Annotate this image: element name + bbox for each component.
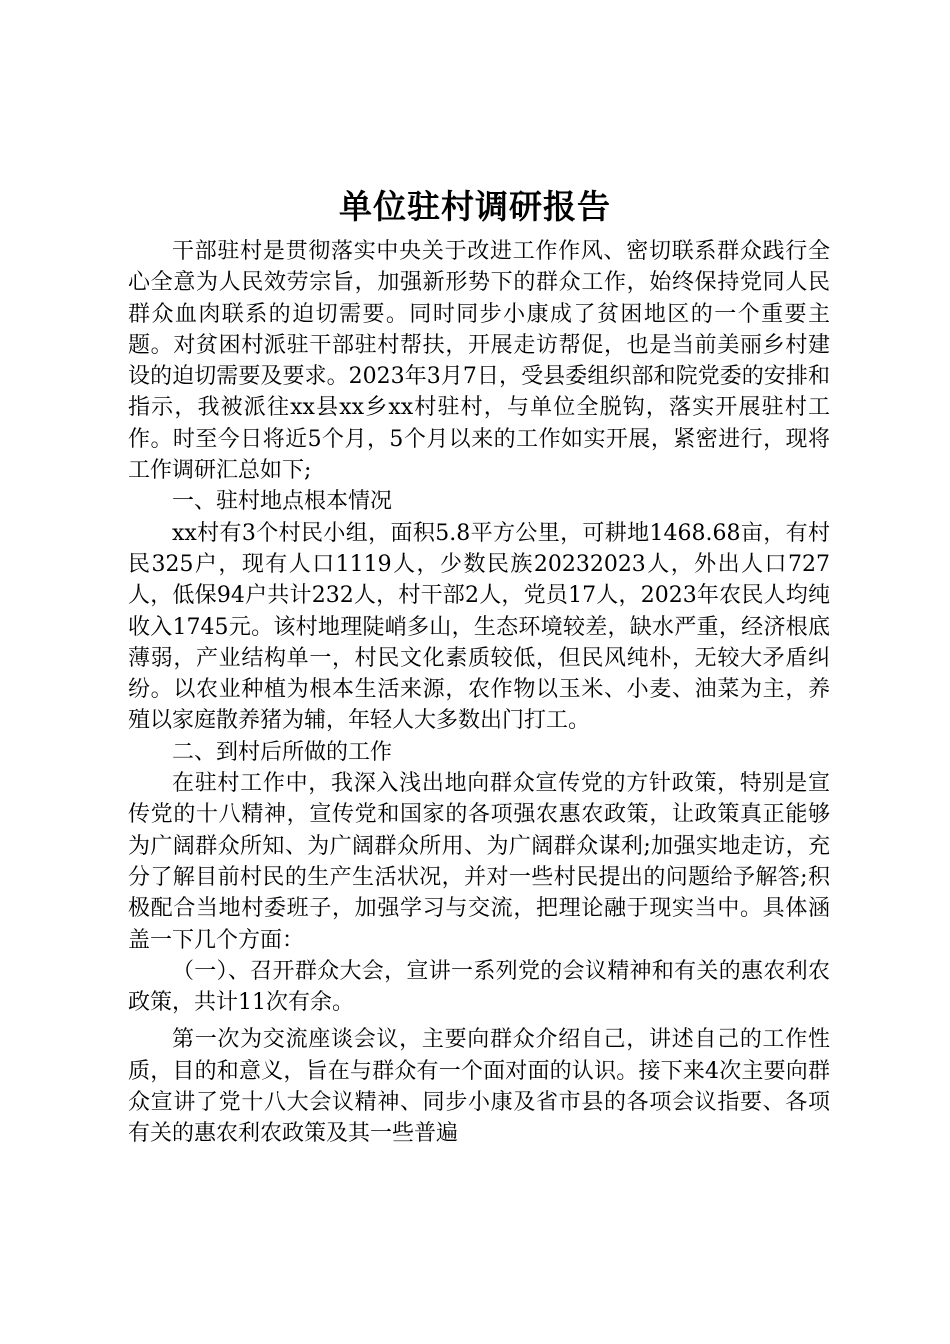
document-title: 单位驻村调研报告 [339, 187, 611, 226]
paragraph-village-overview: xx村有3个村民小组，面积5.8平方公里，可耕地1468.68亩，有村民325户，现有人口1119人，少数民族20232023人，外出人口727人，低保94户共计232人，村干部2人，党员17人，2023年农民人均纯收入1745元。该村地理陡峭多山，生态环境较差，缺水严重，经济根底薄弱，产业结构单一，村民文化素质较低，但民风纯朴，无较大矛盾纠纷。以农业种植为根本生活来源，农作物以玉米、小麦、油菜为主，养殖以家庭散养猪为辅，年轻人大多数出门打工。 [128, 520, 830, 734]
paragraph-meetings: 第一次为交流座谈会议，主要向群众介绍自己，讲述自己的工作性质，目的和意义，旨在与群众有一个面对面的认识。接下来4次主要向群众宣讲了党十八大会议精神、同步小康及省市县的各项会议指要、各项有关的惠农利农政策及其一些普遍 [128, 1027, 830, 1147]
subsection-heading-1: （一）、召开群众大会，宣讲一系列党的会议精神和有关的惠农利农政策，共计11次有余。 [128, 958, 830, 1016]
paragraph-intro: 干部驻村是贯彻落实中央关于改进工作作风、密切联系群众践行全心全意为人民效劳宗旨，加强新形势下的群众工作，始终保持党同人民群众血肉联系的迫切需要。同时同步小康成了贫困地区的一个重要主题。对贫困村派驻干部驻村帮扶，开展走访帮促，也是当前美丽乡村建设的迫切需要及要求。2023年3月7日，受县委组织部和院党委的安排和指示，我被派往xx县xx乡xx村驻村，与单位全脱钩，落实开展驻村工作。时至今日将近5个月，5个月以来的工作如实开展，紧密进行，现将工作调研汇总如下; [128, 239, 830, 484]
section-heading-2: 二、到村后所做的工作 [172, 739, 393, 765]
paragraph-work-summary: 在驻村工作中，我深入浅出地向群众宣传党的方针政策，特别是宣传党的十八精神，宣传党和国家的各项强农惠农政策，让政策真正能够为广阔群众所知、为广阔群众所用、为广阔群众谋利;加强实地走访，充分了解目前村民的生产生活状况，并对一些村民提出的问题给予解答;积极配合当地村委班子，加强学习与交流，把理论融于现实当中。具体涵盖一下几个方面： [128, 771, 830, 953]
document-body [128, 236, 830, 1150]
section-heading-1: 一、驻村地点根本情况 [172, 489, 393, 515]
